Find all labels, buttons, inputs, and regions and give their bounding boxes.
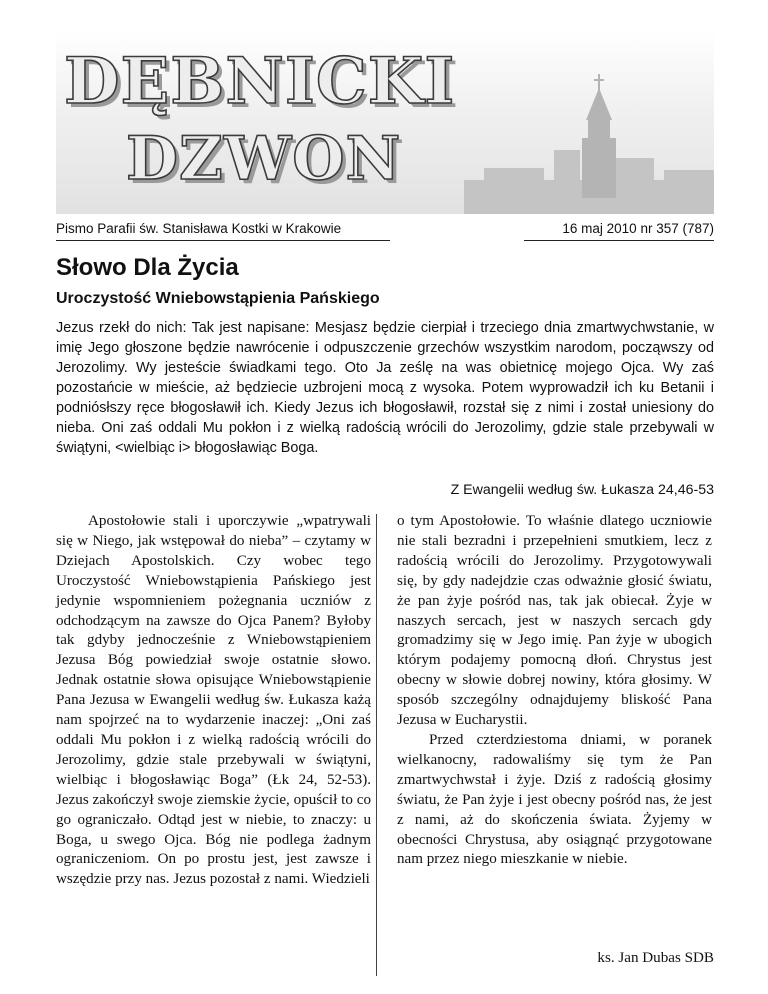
article-paragraph: Przed czterdziestoma dniami, w poranek wielkanocny, radowaliśmy się tym że Pan zmartwychwstał i żyje. Dziś z radością głosimy światu, że Pan żyje i jest obecny pośród nas, że jest z nami, aż do skończenia świata. Żyjemy w obecności Chrystusa, aby osiągnąć przygotowane nam przez niego mieszkanie w niebie. [397,731,712,868]
church-skyline-image [464,30,714,214]
column-divider [376,514,377,976]
masthead-title-line1: DĘBNICKI [64,44,456,119]
publisher-text: Pismo Parafii św. Stanisława Kostki w Krakowie [56,221,342,236]
section-title: Słowo Dla Życia [56,254,239,281]
header-rule-left [56,240,390,241]
header-rule-right [524,240,714,241]
article-paragraph: o tym Apostołowie. To właśnie dlatego uczniowie nie stali bezradni i przepełnieni smutkiem, lecz z radością wrócili do Jerozolimy. Przygotowywali się, by gdy nadejdzie czas odważnie głosić światu, że pan żyje pośród nas, tak jak obiecał. Żyje w naszych sercach, jest w naszych sercach gdy gromadzimy się w Jego imię. Pan żyje w ubogich którym podajemy pomocną dłoń. Chrystus jest obecny w słowie dobrej nowiny, która głosimy. W sposób szczególny odnajdujemy bliskość Pana Jezusa w Eucharystii. [397,513,712,729]
masthead-title-line2: DZWON [126,124,402,194]
gospel-reading: Jezus rzekł do nich: Tak jest napisane: Mesjasz będzie cierpiał i trzeciego dnia zmartwychwstanie, w imię Jego głoszone będzie nawrócenie i odpuszczenie grzechów wszystkim narodom, począwszy od Jerozolimy. Wy jesteście świadkami tego. Oto Ja ześlę na was obietnicę mojego Ojca. Wy zaś pozostańcie w mieście, aż będziecie uzbrojeni mocą z wysoka. Potem wyprowadził ich ku Betanii i podniósłszy ręce błogosławił ich. Kiedy Jezus ich błogosławił, rozstał się z nimi i został uniesiony do nieba. Oni zaś oddali Mu pokłon i z wielką radością wrócili do Jerozolimy, gdzie stale przebywali w świątyni, <wielbiąc i> błogosławiąc Boga. [56,320,714,456]
article-signature: ks. Jan Dubas SDB [597,950,714,966]
section-subtitle: Uroczystość Wniebowstąpienia Pańskiego [56,290,380,307]
article-column-right [397,512,712,870]
article-column-left [56,512,371,890]
issue-date-number: 16 maj 2010 nr 357 (787) [562,221,714,236]
gospel-citation: Z Ewangelii według św. Łukasza 24,46-53 [450,482,714,498]
article-paragraph: Apostołowie stali i uporczywie „wpatrywali się w Niego, jak wstępował do nieba” – czytamy w Dziejach Apostolskich. Czy wobec tego Uroczystość Wniebowstąpienia Pańskiego jest jedynie wspomnieniem pożegnania uczniów z odchodzącym na zawsze do Ojca Panem? Byłoby tak gdyby jednocześnie z Wniebowstąpieniem Jezusa Bóg powiedział swoje ostatnie słowo. Jednak ostatnie słowa opisujące Wniebowstąpienie Pana Jezusa w Ewangelii według św. Łukasza każą nam spojrzeć na to wydarzenie inaczej: „Oni zaś oddali Mu pokłon i z wielką radością wrócili do Jerozolimy, gdzie stale przebywali w świątyni, wielbiąc i błogosławiąc Boga” (Łk 24, 52-53). Jezus zakończył swoje ziemskie życie, opuścił to co go ograniczało. Odtąd jest w niebie, to znaczy: u Boga, u swego Ojca. Bóg nie podlega żadnym ograniczeniom. On po prostu jest, jest zawsze i wszędzie przy nas. Jezus pozostał z nami. Wiedzieli [56,513,371,888]
masthead [56,30,714,214]
